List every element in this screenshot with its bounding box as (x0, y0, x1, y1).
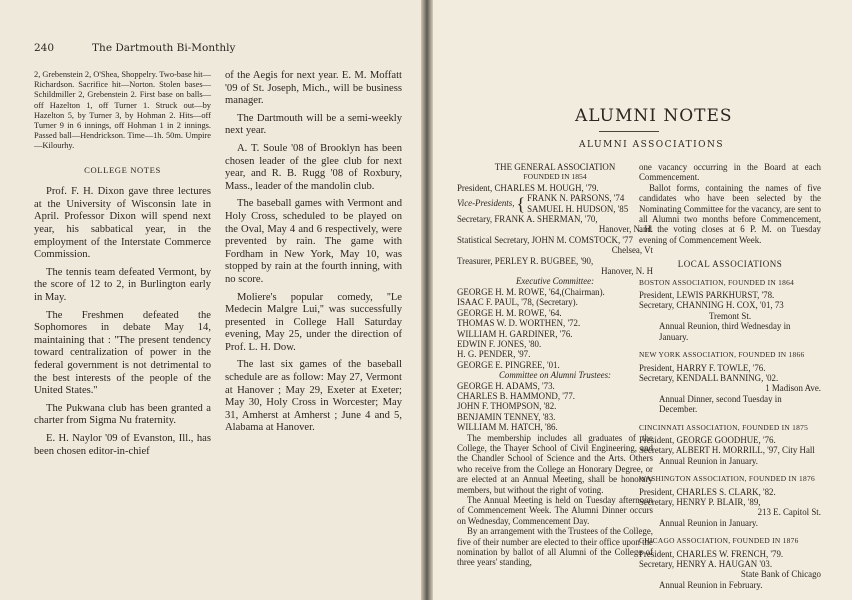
committee-member: GEORGE H. M. ROWE, '64,(Chairman). (457, 286, 605, 297)
page-number: 240 (34, 42, 55, 54)
box-score: 2, Grebenstein 2, O'Shea, Shoppelry. Two-base hit—Richardson. Sacrifice hit—Norton. Stolen bases—Schildmiller 2, Grebenstein 2. First base on balls—off Hazelton 1, off Turner 1. Struck out—by Hazelton 5, by Turner 3, by Hohman 2. Hits—off Turner 9 in 6 innings, off Hohman 1 in 2 innings. Passed ball—Hendrickson. Time—1h. 50m. Umpire—Kilourhy. (34, 70, 211, 151)
boston-meeting: Annual Reunion, third Wednesday in January. (659, 321, 791, 342)
right-column-1 (457, 162, 653, 568)
newyork-president: President, HARRY F. TOWLE, '76. (639, 362, 766, 373)
text-columns (34, 70, 407, 463)
committee-member: THOMAS W. D. WORTHEN, '72. (457, 318, 581, 329)
note-paragraph: The last six games of the baseball schedule are as follow: May 27, Vermont at Hanover ; May 29, Exeter at Exeter; May 30, Holy Cross in Worcester; May 31, Amherst at Amherst ; June 4 and 5, Alabama at Hanover. (225, 359, 402, 434)
committee-member: WILLIAM M. HATCH, '86. (457, 422, 558, 433)
statistical-secretary-location: Chelsea, Vt (611, 245, 653, 256)
note-paragraph: A. T. Soule '08 of Brooklyn has been chosen leader of the glee club for next year, and R. B. Rugg '08 of Roxbury, Mass., leader of the mandolin club. (225, 142, 402, 192)
vp-name: FRANK N. PARSONS, '74 (527, 193, 625, 204)
note-paragraph: The baseball games with Vermont and Holy Cross, scheduled to be played on the Oval, May 4 and 6 respectively, were prevented by rain. The game with Fordham in New York, May 10, was stopped by rain at the fourth inning, with no score. (225, 198, 402, 285)
general-treasurer-location: Hanover, N. H (601, 266, 653, 277)
committee-member: GEORGE E. PINGREE, '01. (457, 359, 560, 370)
committee-member: ISAAC F. PAUL, '78, (Secretary). (457, 297, 578, 308)
committee-member: EDWIN F. JONES, '80. (457, 338, 542, 349)
college-notes-heading: COLLEGE NOTES (84, 164, 161, 175)
note-paragraph: of the Aegis for next year. E. M. Moffatt '09 of St. Joseph, Mich., will be business manager. (225, 70, 402, 107)
right-column-2 (639, 162, 821, 590)
left-column-1 (34, 70, 211, 463)
note-paragraph: The Pukwana club has been granted a charter from Sigma Nu fraternity. (34, 402, 211, 427)
committee-member: H. G. PENDER, '97. (457, 349, 531, 360)
left-column-2 (225, 70, 402, 463)
general-secretary: Secretary, FRANK A. SHERMAN, '70, (457, 214, 598, 225)
committee-member: CHARLES B. HAMMOND, '77. (457, 390, 575, 401)
committee-member: BENJAMIN TENNEY, '83. (457, 411, 556, 422)
continued-paragraph: one vacancy occurring in the Board at each Commencement. (639, 162, 821, 183)
general-president: President, CHARLES M. HOUGH, '79. (457, 182, 599, 193)
committee-member: JOHN F. THOMPSON, '82. (457, 401, 557, 412)
trustees-committee-heading: Committee on Alumni Trustees: (498, 370, 611, 381)
note-paragraph: The Dartmouth will be a semi-weekly next year. (225, 112, 402, 137)
cincinnati-meeting: Annual Reunion in January. (659, 455, 759, 466)
washington-meeting: Annual Reunion in January. (659, 517, 759, 528)
washington-heading: WASHINGTON ASSOCIATION, FOUNDED IN 1876 (639, 474, 816, 484)
washington-president: President, CHARLES S. CLARK, '82. (639, 486, 776, 497)
running-head-title: The Dartmouth Bi-Monthly (92, 42, 236, 54)
alumni-notes-title: ALUMNI NOTES (575, 106, 733, 126)
boston-president: President, LEWIS PARKHURST, '78. (639, 290, 775, 301)
boston-secretary: Secretary, CHANNING H. COX, '01, 73 (639, 300, 784, 311)
committee-member: GEORGE H. ADAMS, '73. (457, 380, 555, 391)
right-page (427, 0, 852, 600)
general-founded: FOUNDED IN 1854 (523, 172, 587, 182)
statistical-secretary: Statistical Secretary, JOHN M. COMSTOCK, '77 (457, 234, 633, 245)
newyork-address: 1 Madison Ave. (765, 383, 821, 394)
committee-member: WILLIAM H. GARDINER, '76. (457, 328, 573, 339)
general-treasurer: Treasurer, PERLEY R. BUGBEE, '90, (457, 255, 594, 266)
washington-secretary: Secretary, HENRY P. BLAIR, '89, (639, 496, 761, 507)
running-header (34, 42, 407, 54)
note-paragraph: E. H. Naylor '09 of Evanston, Ill., has been chosen editor-in-chief (34, 432, 211, 457)
annual-meeting-paragraph: The Annual Meeting is held on Tuesday afternoon of Commencement Week. The Alumni Dinner occurs on Wednesday, Commencement Day. (457, 495, 653, 526)
cincinnati-secretary: Secretary, ALBERT H. MORRILL, '97, City Hall (639, 445, 815, 456)
chicago-secretary: Secretary, HENRY A. HAUGAN '03. (639, 559, 773, 569)
note-paragraph: The tennis team defeated Vermont, by the score of 12 to 2, in Burlington early in May. (34, 266, 211, 303)
vp-list (527, 193, 628, 214)
newyork-meeting: Annual Dinner, second Tuesday in December. (659, 393, 782, 415)
chicago-heading: CHICAGO ASSOCIATION, FOUNDED IN 1876 (639, 536, 799, 546)
executive-committee-list (457, 287, 653, 370)
note-paragraph: Moliere's popular comedy, ''Le Medecin Malgre Lui,'' was successfully presented in College Hall Saturday evening, May 25, under the direction of Prof. L. H. Dow. (225, 291, 402, 353)
title-rule (599, 131, 659, 132)
committee-member: GEORGE H. M. ROWE, '64. (457, 307, 562, 318)
local-associations-heading: LOCAL ASSOCIATIONS (677, 259, 783, 270)
alumni-associations-subtitle: ALUMNI ASSOCIATIONS (579, 140, 725, 150)
chicago-president: President, CHARLES W. FRENCH, '79. (639, 548, 784, 559)
vp-name: SAMUEL H. HUDSON, '85 (527, 203, 629, 214)
trustees-committee-list (457, 381, 653, 433)
ballot-paragraph: Ballot forms, containing the names of five candidates who have been selected by the Nominating Committee for the vacancy, are sent to all Alumni two months before Commencement, and the voting closes at 6 P. M. on Tuesday evening of Commencement Week. (639, 182, 821, 245)
cincinnati-president: President, GEORGE GOODHUE, '76. (639, 434, 776, 445)
newyork-heading: NEW YORK ASSOCIATION, FOUNDED IN 1866 (639, 350, 805, 360)
note-paragraph: Prof. F. H. Dixon gave three lectures at the University of Wisconsin late in April. Professor Dixon will spend next year, his sabbatical year, in the employment of the Interstate Commerce Commission. (34, 186, 211, 261)
vp-label: Vice-Presidents, (457, 198, 515, 209)
general-secretary-location: Hanover, N. H. (598, 224, 653, 235)
book-gutter (421, 0, 433, 600)
vice-presidents (457, 193, 653, 214)
executive-committee-heading: Executive Committee: (515, 276, 595, 287)
chicago-meeting: Annual Reunion in February. (659, 579, 763, 590)
washington-address: 213 E. Capitol St. (757, 507, 821, 518)
cincinnati-heading: CINCINNATI ASSOCIATION, FOUNDED IN 1875 (639, 422, 809, 432)
newyork-secretary: Secretary, KENDALL BANNING, '02. (639, 372, 779, 383)
boston-address: Tremont St. (708, 310, 752, 321)
arrangement-paragraph: By an arrangement with the Trustees of the College, five of their number are elected to their office upon the nomination by ballot of all Alumni of the College of three years' standing, (457, 526, 653, 568)
note-paragraph: The Freshmen defeated the Sophomores in debate May 14, maintaining that : ''The present tendency toward centralization of power in the federal government is not detrimental to the best interests of the people of the United States.'' (34, 309, 211, 397)
brace-icon: { (516, 193, 526, 214)
boston-heading: BOSTON ASSOCIATION, FOUNDED IN 1864 (639, 277, 795, 287)
general-association-heading: THE GENERAL ASSOCIATION (494, 162, 616, 172)
chicago-address: State Bank of Chicago (740, 569, 821, 580)
membership-paragraph: The membership includes all graduates of the College, the Thayer School of Civil Engineering, and the Chandler School of Science and the Arts. Others who receive from the College an Honorary Degree, or are elected at an Annual Meeting, shall be honorary members, but without the right of voting. (457, 432, 653, 495)
